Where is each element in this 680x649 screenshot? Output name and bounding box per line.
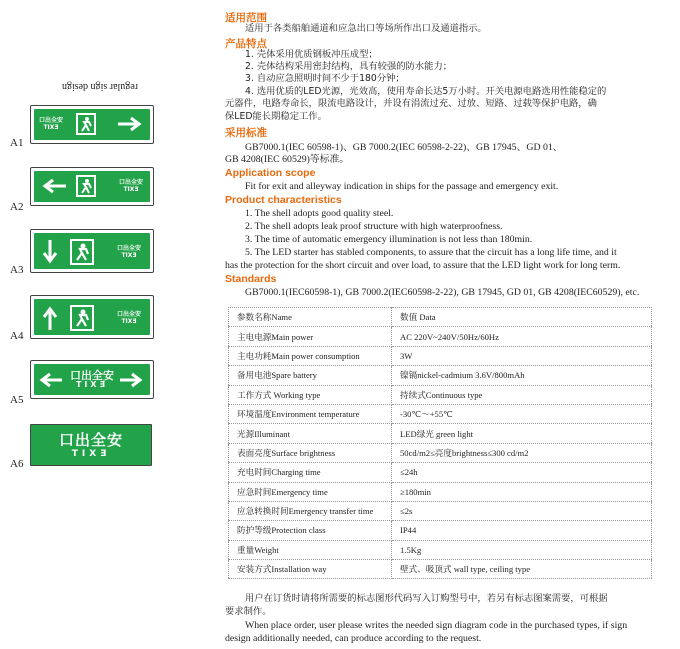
sign-label-a2: A2 [10,201,24,213]
sign-a6 [30,424,152,466]
running-man-icon [76,113,96,135]
param-name-cell: 充电时间Charging time [229,463,392,482]
table-row [229,501,652,520]
sign-cn-text: 口出全安 [58,431,123,449]
sign-en-text: TIXƎ [121,318,137,325]
scope-en-title: Application scope [225,167,316,179]
param-name-cell: 环境温度Environment temperature [229,404,392,423]
table-row [229,366,652,385]
table-row [229,327,652,346]
param-name-cell: 重量Weight [229,540,392,559]
sign-en-text: TIXƎ [121,252,137,259]
table-row [229,443,652,462]
sign-a5 [30,360,154,399]
features-cn-4: 4. 选用优质的LED光源，光效高，使用寿命长达5万小时。开关电源电路选用性能稳定的 [245,86,607,97]
param-name-cell: 安装方式Installation way [229,560,392,579]
param-name-cell: 参数名称Name [229,308,392,327]
table-row [229,346,652,365]
standards-en-title: Standards [225,273,277,285]
features-cn-3: 3. 自动应急照明时间不少于180分钟； [245,73,405,84]
note-en-1: When place order, user please writes the needed sign diagram code in the purchased types, if sign [245,620,628,631]
features-en-2: 2. The shell adopts leak proof structure with high waterproofness. [245,221,503,232]
param-name-cell: 主电电源Main power [229,327,392,346]
param-value-cell: -30℃～+55℃ [392,404,652,423]
param-value-cell: IP44 [392,521,652,540]
sign-cn-text: 口出全安 [116,245,141,252]
note-cn-1: 用户在订货时请将所需要的标志图形代码写入订购型号中，若另有标志图案需要，可根据 [245,593,608,604]
features-en-title: Product characteristics [225,194,342,206]
table-row [229,560,652,579]
param-value-cell: 壁式、吸顶式 wall type, ceiling type [392,560,652,579]
param-name-cell: 主电功耗Main power consumption [229,346,392,365]
param-value-cell: 1.5Kg [392,540,652,559]
param-name-cell: 备用电池Spare battery [229,366,392,385]
param-value-cell: 数值 Data [392,308,652,327]
table-row [229,463,652,482]
arrow-up-icon [42,304,58,332]
scope-cn-title: 适用范围 [225,12,267,24]
parameters-table [228,307,652,579]
sign-label-a3: A3 [10,264,24,276]
running-man-icon [70,239,94,265]
features-en-1: 1. The shell adopts good quality steel. [245,208,394,219]
note-en-2: design additionally needed, can produce according to the request. [225,633,482,644]
sign-cn-text: 口出全安 [116,311,141,318]
standards-cn-1: GB7000.1(IEC 60598-1)、GB 7000.2(IEC 60598-2-22)、GB 17945、GD 01、 [245,142,563,153]
running-man-icon [70,305,94,331]
features-en-3: 3. The time of automatic emergency illumination is not less than 180min. [245,234,533,245]
param-value-cell: ≤24h [392,463,652,482]
sign-cn-text: 口出全安 [118,179,143,186]
features-cn-6: 保LED能长期稳定工作。 [225,111,327,122]
param-name-cell: 光源Illuminant [229,424,392,443]
sign-a2 [30,167,154,206]
param-value-cell: ≤2s [392,501,652,520]
arrow-left-icon [40,178,68,194]
sign-cn-text: 口出全安 [70,369,114,382]
sign-en-text: TIXƎ [71,449,111,459]
table-row [229,424,652,443]
table-row [229,404,652,423]
table-row [229,540,652,559]
param-value-cell: 3W [392,346,652,365]
standards-en-text: GB7000.1(IEC60598-1), GB 7000.2(IEC60598-2-22), GB 17945, GD 01, GB 4208(IEC60529), etc. [245,287,640,298]
table-row [229,521,652,540]
param-name-cell: 防护等级Protection class [229,521,392,540]
sign-label-a6: A6 [10,458,24,470]
param-name-cell: 表面亮度Surface brightness [229,443,392,462]
table-row [229,308,652,327]
sign-en-text: TIXƎ [123,186,139,193]
features-cn-5: 元器件，电路寿命长，限流电路设计，并设有涓流过充、过放、短路、过载等保护电路，确 [225,98,597,109]
sign-label-a5: A5 [10,394,24,406]
table-row [229,385,652,404]
sign-a1 [30,105,154,144]
param-value-cell: 镍镉nickel-cadmium 3.6V/800mAh [392,366,652,385]
standards-cn-title: 采用标准 [225,127,267,139]
sign-a3 [30,229,154,273]
param-name-cell: 应急转换时间Emergency transfer time [229,501,392,520]
arrow-right-icon [118,372,144,388]
param-value-cell: 50cd/m2≤亮度brightness≤300 cd/m2 [392,443,652,462]
scope-en-text: Fit for exit and alleyway indication in ships for the passage and emergency exit. [245,181,559,192]
features-cn-1: 1. 壳体采用优质钢板冲压成型； [245,49,378,60]
param-value-cell: LED绿光 green light [392,424,652,443]
features-cn-2: 2. 壳体结构采用密封结构，具有较强的防水能力； [245,61,453,72]
note-cn-2: 要求制作。 [225,606,272,617]
features-en-4: 5. The LED starter has stabled components, to assure that the circuit has a long life time, and it [245,247,617,258]
table-row [229,482,652,501]
param-value-cell: ≥180min [392,482,652,501]
param-name-cell: 应急时间Emergency time [229,482,392,501]
param-name-cell: 工作方式 Working type [229,385,392,404]
features-cn-title: 产品特点 [225,38,267,50]
sign-design-heading: regular sign design [61,81,139,92]
sign-cn-text: 口出全安 [39,117,64,124]
features-en-5: has the protection for the short circuit and over load, to assure that the LED light work for long term. [225,260,621,271]
arrow-right-icon [116,116,144,132]
param-value-cell: AC 220V~240V/50Hz/60Hz [392,327,652,346]
arrow-down-icon [42,238,58,266]
sign-en-text: TIXƎ [43,124,59,131]
sign-label-a4: A4 [10,330,24,342]
param-value-cell: 持续式Continuous type [392,385,652,404]
sign-a4 [30,295,154,339]
scope-cn-text: 适用于各类船舶通道和应急出口等场所作出口及通道指示。 [245,23,487,34]
sign-en-text: TIXƎ [75,380,109,389]
running-man-icon [76,175,96,197]
standards-cn-2: GB 4208(IEC 60529)等标准。 [225,154,350,165]
sign-label-a1: A1 [10,137,24,149]
